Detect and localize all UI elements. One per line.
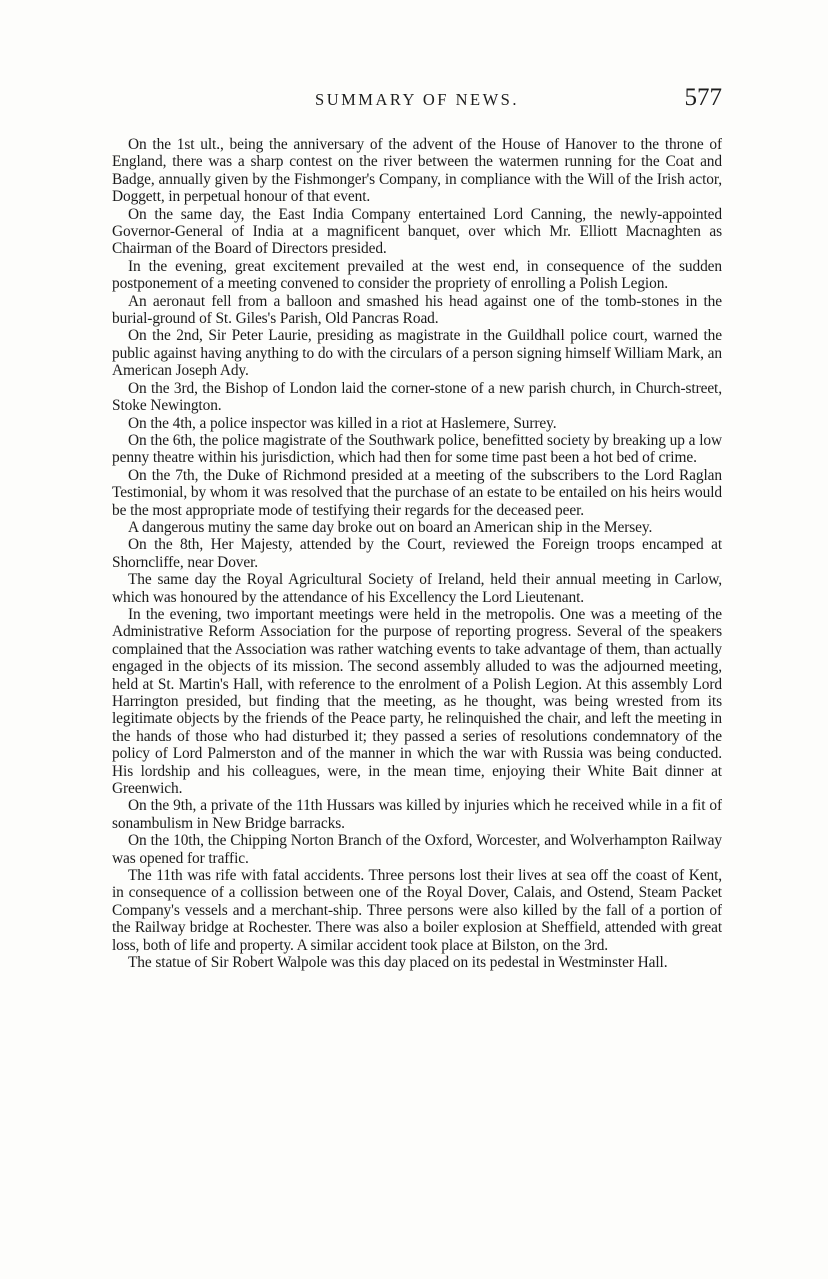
paragraph: An aeronaut fell from a balloon and smashed his head against one of the tomb-stones in the burial-ground of St. Giles's Parish, Old Pancras Road. (112, 292, 722, 328)
paragraph: On the 9th, a private of the 11th Hussars was killed by injuries which he received while in a fit of sonambulism in New Bridge barracks. (112, 797, 722, 832)
paragraph: On the 1st ult., being the anniversary of the advent of the House of Hanover to the throne of England, there was a sharp contest on the river between the watermen running for the Coat and Badge, annually given by the Fishmonger's Company, in compliance with the Will of the Irish actor, Doggett, in perpetual honour of that event. (112, 136, 722, 206)
running-title: SUMMARY OF NEWS. (315, 90, 519, 109)
paragraph: A dangerous mutiny the same day broke out on board an American ship in the Mersey. (128, 518, 653, 536)
paragraph: On the 7th, the Duke of Richmond presided at a meeting of the subscribers to the Lord Raglan Testimonial, by whom it was resolved that the purchase of an estate to be entailed on his heirs would be the most appropriate mode of testifying their regards for the deceased peer. (112, 466, 722, 519)
page-header (112, 84, 722, 120)
paragraph: In the evening, great excitement prevailed at the west end, in consequence of the sudden postponement of a meeting convened to consider the propriety of enrolling a Polish Legion. (112, 257, 722, 293)
paragraph: On the 2nd, Sir Peter Laurie, presiding as magistrate in the Guildhall police court, warned the public against having anything to do with the circulars of a person signing himself William Mark, an American Joseph Ady. (112, 327, 722, 380)
paragraph: In the evening, two important meetings were held in the metropolis. One was a meeting of the Administrative Reform Association for the purpose of reporting progress. Several of the speakers complained that the Association was rather watching events to take advantage of them, than actually engaged in the objects of its mission. The second assembly alluded to was the adjourned meeting, held at St. Martin's Hall, with reference to the enrolment of a Polish Legion. At this assembly Lord Harrington presided, but finding that the meeting, as he thought, was being wrested from its legitimate objects by the friends of the Peace party, he relinquished the chair, and left the meeting in the hands of those who had disturbed it; they passed a series of resolutions condemnatory of the policy of Lord Palmerston and of the manner in which the war with Russia was being conducted. His lordship and his colleagues, were, in the mean time, enjoying their White Bait dinner at Greenwich. (112, 605, 722, 798)
paragraph: On the 4th, a police inspector was killed in a riot at Haslemere, Surrey. (128, 414, 557, 432)
paragraph: The statue of Sir Robert Walpole was this day placed on its pedestal in Westminster Hall. (128, 954, 668, 972)
paragraph: The 11th was rife with fatal accidents. Three persons lost their lives at sea off the coast of Kent, in consequence of a collission between one of the Royal Dover, Calais, and Ostend, Steam Packet Company's vessels and a merchant-ship. Three persons were also killed by the fall of a portion of the Railway bridge at Rochester. There was also a boiler explosion at Sheffield, attended with great loss, both of life and property. A similar accident took place at Bilston, on the 3rd. (112, 867, 722, 954)
page-number: 577 (684, 84, 722, 111)
article-body (112, 136, 722, 1196)
paragraph: On the 8th, Her Majesty, attended by the Court, reviewed the Foreign troops encamped at Shorncliffe, near Dover. (112, 536, 722, 571)
paragraph: The same day the Royal Agricultural Society of Ireland, held their annual meeting in Carlow, which was honoured by the attendance of his Excellency the Lord Lieutenant. (112, 571, 722, 606)
paragraph: On the 3rd, the Bishop of London laid the corner-stone of a new parish church, in Church-street, Stoke Newington. (112, 379, 722, 415)
paragraph: On the same day, the East India Company entertained Lord Canning, the newly-appointed Governor-General of India at a magnificent banquet, over which Mr. Elliott Macnaghten as Chairman of the Board of Directors presided. (112, 205, 722, 258)
paragraph: On the 6th, the police magistrate of the Southwark police, benefitted society by breaking up a low penny theatre within his jurisdiction, which had then for some time past been a hot bed of crime. (112, 431, 722, 467)
paragraph: On the 10th, the Chipping Norton Branch of the Oxford, Worcester, and Wolverhampton Railway was opened for traffic. (112, 832, 722, 867)
